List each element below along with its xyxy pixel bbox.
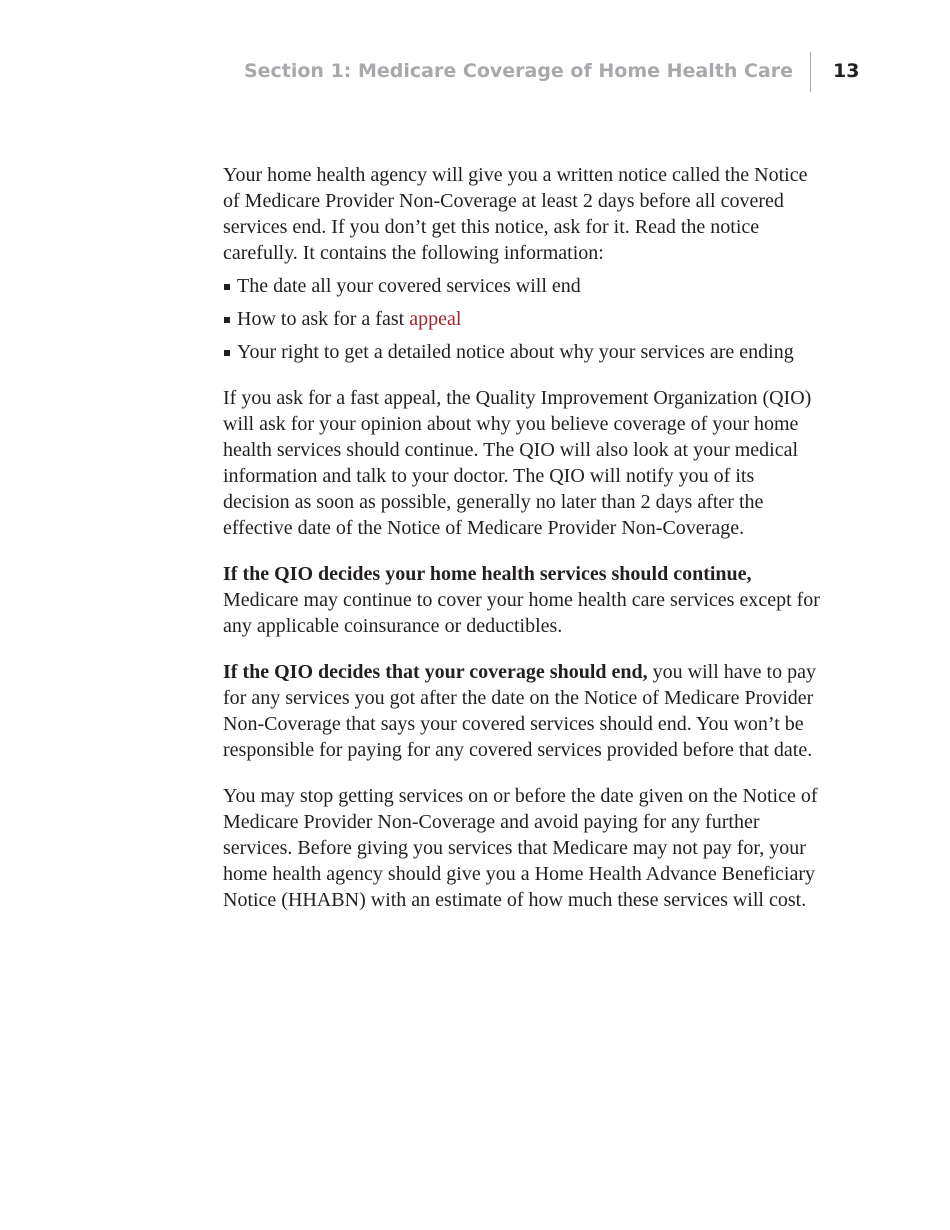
bullet-square-icon <box>224 350 230 356</box>
coverage-end-text: you will have to pay for any services you got after the date on the Notice of Medicare Provider Non-Coverage that says your covered services should end. You won’t be responsible for paying for any covered services provided before that date. <box>223 661 816 761</box>
services-continue-text: Medicare may continue to cover your home health care services except for any applicable coinsurance or deductibles. <box>223 589 820 637</box>
page-number: 13 <box>833 60 860 82</box>
info-bullet-list <box>223 273 823 365</box>
list-item <box>223 306 823 332</box>
services-continue-paragraph <box>223 561 823 639</box>
coverage-end-heading: If the QIO decides that your coverage should end, <box>223 661 648 683</box>
services-continue-heading: If the QIO decides your home health services should continue, <box>223 563 752 585</box>
stop-services-paragraph: You may stop getting services on or before the date given on the Notice of Medicare Provider Non-Coverage and avoid paying for any further services. Before giving you services that Medicare may not pay for, your home health agency should give you a Home Health Advance Beneficiary Notice (HHABN) with an estimate of how much these services will cost. <box>223 785 818 911</box>
list-item <box>223 273 823 299</box>
bullet-text-end-date: The date all your covered services will end <box>237 275 581 297</box>
bullet-text-fast-appeal: How to ask for a fast <box>237 308 410 330</box>
body-content <box>223 162 823 933</box>
section-title: Section 1: Medicare Coverage of Home Health Care <box>243 60 793 82</box>
bullet-square-icon <box>224 317 230 323</box>
list-item <box>223 339 823 365</box>
fast-appeal-paragraph: If you ask for a fast appeal, the Quality Improvement Organization (QIO) will ask for your opinion about why you believe coverage of your home health services should continue. The QIO will also look at your medical information and talk to your doctor. The QIO will notify you of its decision as soon as possible, generally no later than 2 days after the effective date of the Notice of Medicare Provider Non-Coverage. <box>223 387 812 539</box>
intro-paragraph: Your home health agency will give you a written notice called the Notice of Medicare Provider Non-Coverage at least 2 days before all covered services end. If you don’t get this notice, ask for it. Read the notice carefully. It contains the following information: <box>223 164 808 264</box>
coverage-end-paragraph <box>223 659 823 763</box>
header-divider <box>810 52 811 92</box>
bullet-text-detailed-notice: Your right to get a detailed notice about why your services are ending <box>237 341 794 363</box>
page-header <box>0 52 950 92</box>
appeal-link[interactable]: appeal <box>409 308 462 330</box>
bullet-square-icon <box>224 284 230 290</box>
